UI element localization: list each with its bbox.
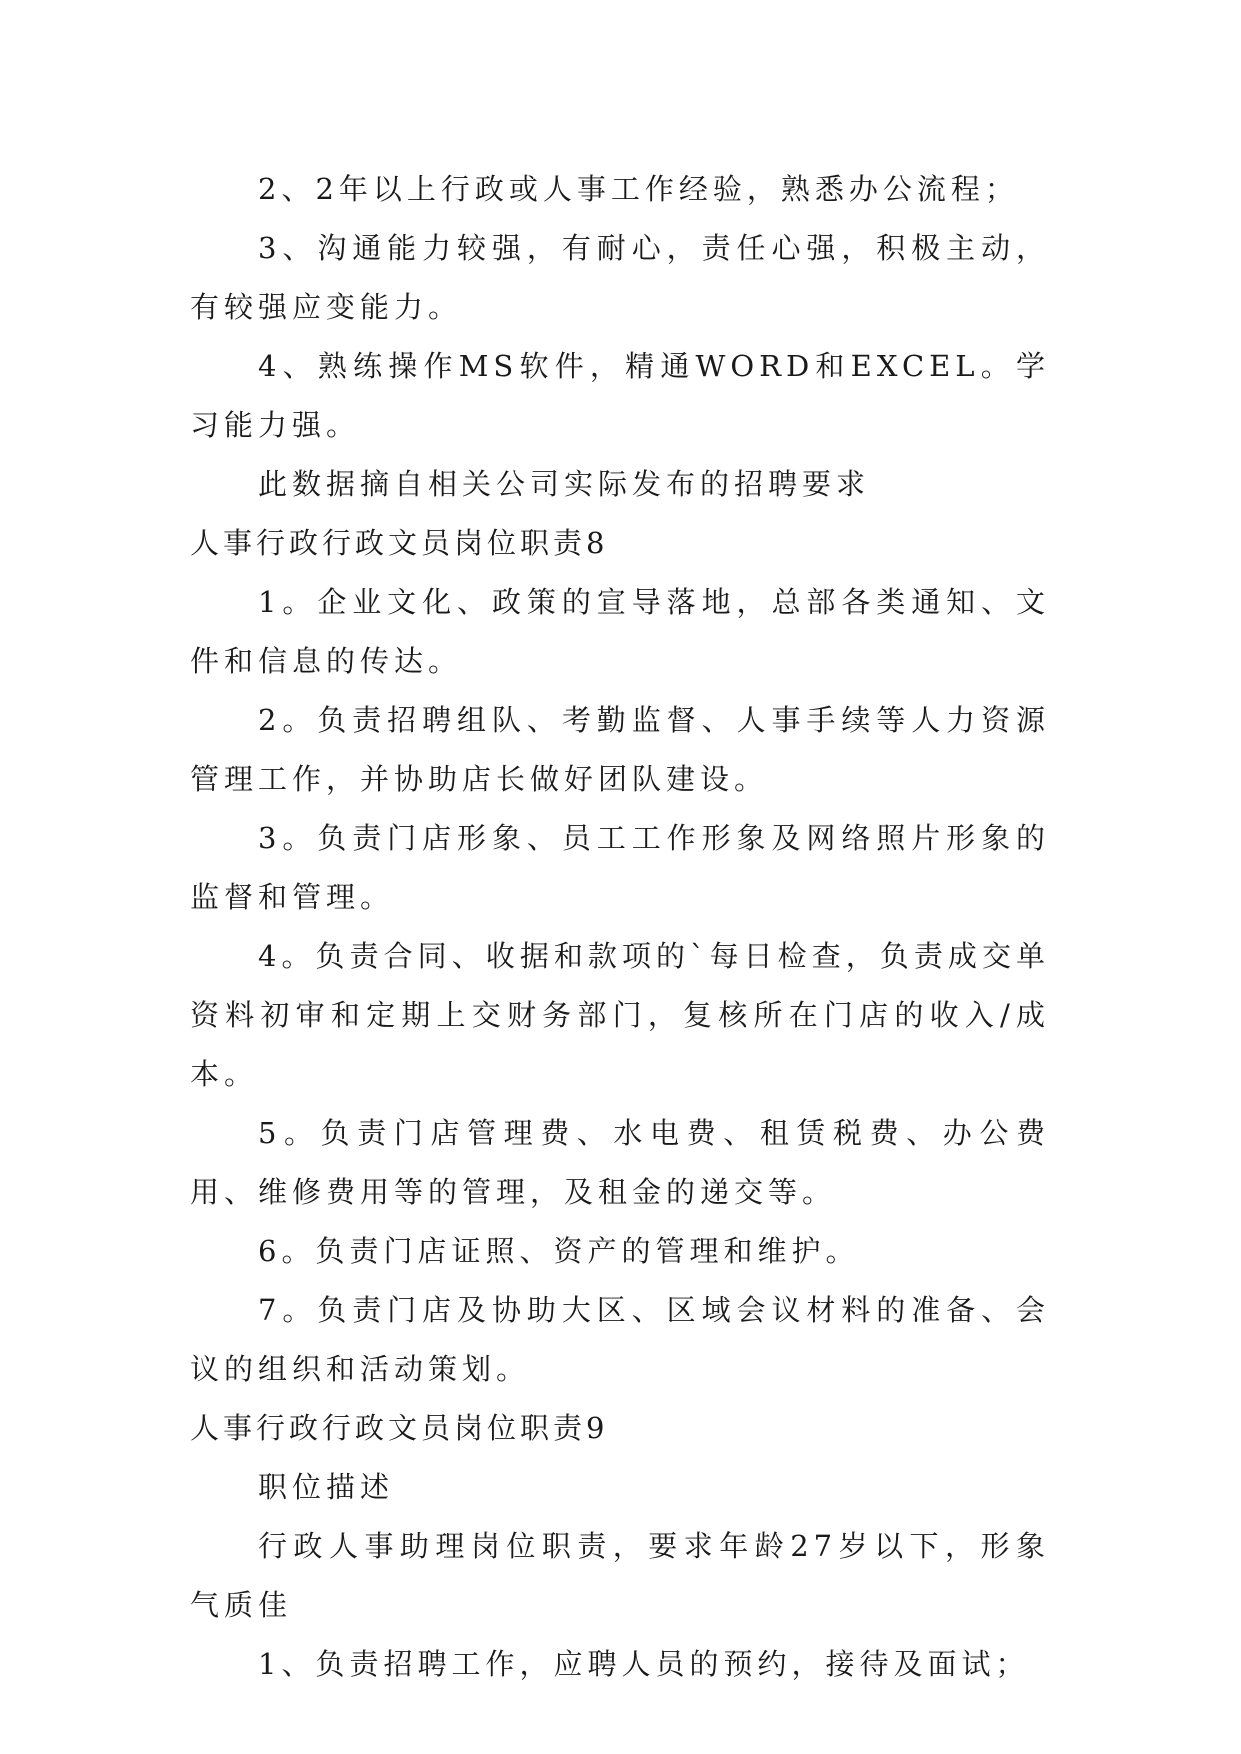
- paragraph: 此数据摘自相关公司实际发布的招聘要求: [258, 467, 871, 501]
- paragraph: 4、熟练操作MS软件，精通WORD和EXCEL。学习能力强。: [190, 349, 1050, 442]
- section-heading: 人事行政行政文员岗位职责9: [190, 1411, 609, 1445]
- paragraph: 4。负责合同、收据和款项的`每日检查，负责成交单资料初审和定期上交财务部门，复核所在门店的收入/成本。: [190, 939, 1050, 1091]
- paragraph: 2。负责招聘组队、考勤监督、人事手续等人力资源管理工作，并协助店长做好团队建设。: [190, 703, 1050, 796]
- paragraph: 职位描述: [258, 1470, 395, 1504]
- paragraph: 3、沟通能力较强，有耐心，责任心强，积极主动，有较强应变能力。: [190, 231, 1050, 324]
- paragraph: 1、负责招聘工作，应聘人员的预约，接待及面试；: [258, 1647, 1030, 1681]
- section-heading: 人事行政行政文员岗位职责8: [190, 526, 609, 560]
- paragraph: 7。负责门店及协助大区、区域会议材料的准备、会议的组织和活动策划。: [190, 1293, 1050, 1386]
- document-body: [190, 160, 1050, 1694]
- paragraph: 6。负责门店证照、资产的管理和维护。: [258, 1234, 860, 1268]
- paragraph: 5。负责门店管理费、水电费、租赁税费、办公费用、维修费用等的管理，及租金的递交等。: [190, 1116, 1050, 1209]
- paragraph: 2、2年以上行政或人事工作经验，熟悉办公流程；: [258, 172, 1019, 206]
- paragraph: 1。企业文化、政策的宣导落地，总部各类通知、文件和信息的传达。: [190, 585, 1050, 678]
- paragraph: 3。负责门店形象、员工工作形象及网络照片形象的监督和管理。: [190, 821, 1050, 914]
- paragraph: 行政人事助理岗位职责，要求年龄27岁以下，形象气质佳: [190, 1529, 1050, 1622]
